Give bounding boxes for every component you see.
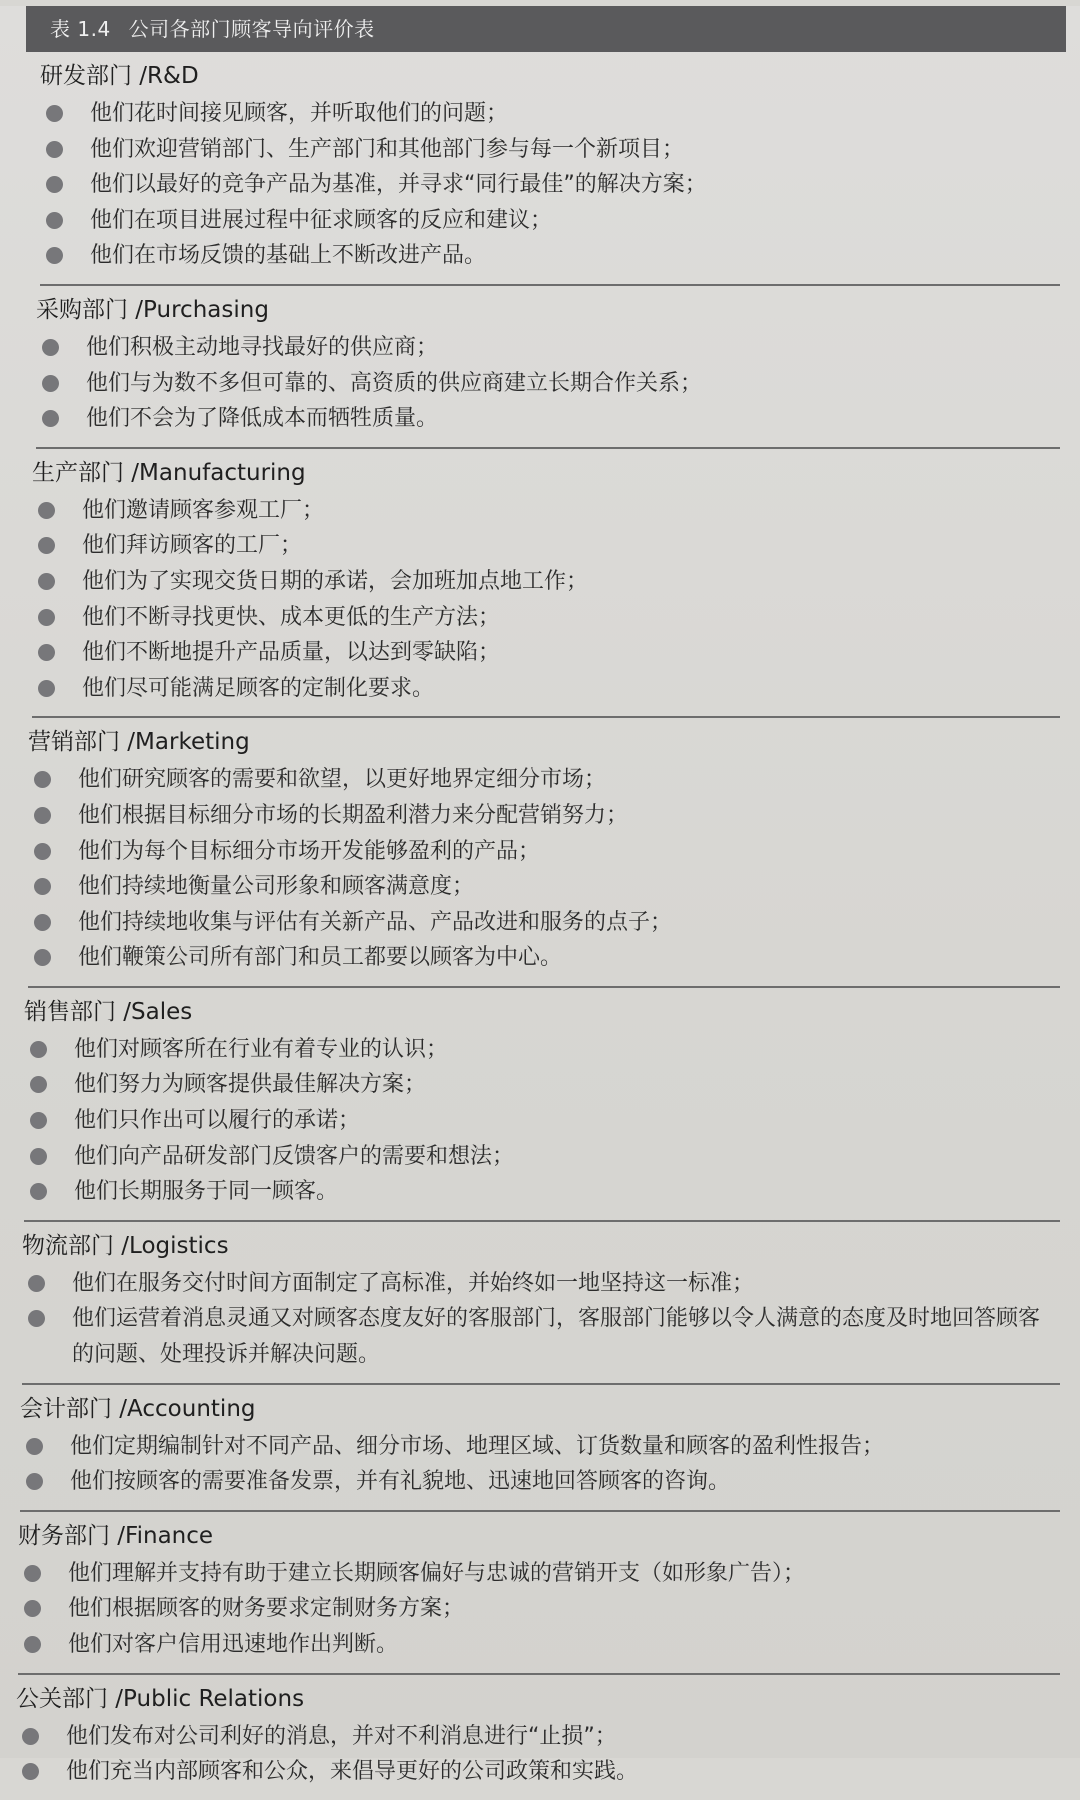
item-text: 他们长期服务于同一顾客。	[74, 1179, 339, 1205]
section-heading: 会计部门 /Accounting	[20, 1395, 256, 1422]
list-item	[18, 1556, 1060, 1592]
list-item	[40, 203, 1060, 239]
bullet-icon	[34, 771, 51, 788]
bullet-icon	[34, 878, 51, 895]
list-item	[40, 132, 1060, 168]
list-item	[28, 869, 1060, 905]
item-text: 他们理解并支持有助于建立长期顾客偏好与忠诚的营销开支（如形象广告）；	[68, 1560, 806, 1586]
list-item	[22, 1266, 1060, 1302]
item-text: 他们为了实现交货日期的承诺，会加班加点地工作；	[82, 568, 589, 594]
list-item	[18, 1591, 1060, 1627]
list-item	[36, 366, 1060, 402]
item-text: 他们以最好的竞争产品为基准，并寻求“同行最佳”的解决方案；	[90, 172, 707, 198]
item-text: 他们努力为顾客提供最佳解决方案；	[74, 1072, 427, 1098]
item-text: 他们对顾客所在行业有着专业的认识；	[74, 1036, 449, 1062]
item-text: 他们欢迎营销部门、生产部门和其他部门参与每一个新项目；	[90, 136, 685, 162]
bullet-icon	[46, 105, 63, 122]
section-public-relations	[16, 1675, 1060, 1800]
bullet-icon	[46, 176, 63, 193]
section-heading: 营销部门 /Marketing	[28, 729, 250, 756]
item-list	[32, 493, 1060, 707]
bullet-icon	[22, 1728, 39, 1745]
bullet-icon	[38, 644, 55, 661]
item-text: 他们持续地收集与评估有关新产品、产品改进和服务的点子；	[78, 909, 673, 935]
item-list	[24, 1032, 1060, 1210]
item-text: 他们与为数不多但可靠的、高资质的供应商建立长期合作关系；	[86, 370, 703, 396]
item-text: 他们运营着消息灵通又对顾客态度友好的客服部门，客服部门能够以令人满意的态度及时地回答顾客的问题、处理投诉并解决问题。	[72, 1306, 1041, 1368]
bullet-icon	[34, 949, 51, 966]
item-list	[28, 762, 1060, 976]
bullet-icon	[28, 1275, 45, 1292]
item-text: 他们按顾客的需要准备发票，并有礼貌地、迅速地回答顾客的咨询。	[70, 1469, 731, 1495]
section-finance	[18, 1512, 1060, 1675]
bullet-icon	[30, 1148, 47, 1165]
list-item	[40, 96, 1060, 132]
list-item	[36, 330, 1060, 366]
bullet-icon	[28, 1310, 45, 1327]
list-item	[40, 167, 1060, 203]
section-accounting	[20, 1385, 1060, 1512]
bullet-icon	[38, 573, 55, 590]
list-item	[22, 1301, 1060, 1372]
list-item	[32, 635, 1060, 671]
bullet-icon	[26, 1438, 43, 1455]
bullet-icon	[38, 680, 55, 697]
list-item	[24, 1174, 1060, 1210]
list-item	[32, 493, 1060, 529]
document-page	[0, 6, 1080, 1785]
bullet-icon	[24, 1565, 41, 1582]
table-number: 表 1.4	[50, 17, 111, 41]
section-rd	[40, 52, 1060, 286]
bullet-icon	[46, 141, 63, 158]
section-purchasing	[36, 286, 1060, 449]
item-text: 他们不断寻找更快、成本更低的生产方法；	[82, 604, 501, 630]
list-item	[18, 1627, 1060, 1663]
bullet-icon	[24, 1600, 41, 1617]
item-text: 他们鞭策公司所有部门和员工都要以顾客为中心。	[78, 945, 563, 971]
item-text: 他们不会为了降低成本而牺牲质量。	[86, 406, 439, 432]
item-text: 他们对客户信用迅速地作出判断。	[68, 1632, 399, 1657]
item-text: 他们在项目进展过程中征求顾客的反应和建议；	[90, 207, 553, 233]
list-item	[36, 401, 1060, 437]
section-sales	[24, 988, 1060, 1222]
table-title-bar	[26, 6, 1066, 52]
bullet-icon	[22, 1763, 39, 1780]
item-text: 他们拜访顾客的工厂；	[82, 533, 303, 559]
section-heading: 公关部门 /Public Relations	[16, 1685, 305, 1712]
list-item	[28, 762, 1060, 798]
bullet-icon	[34, 914, 51, 931]
section-marketing	[28, 718, 1060, 988]
section-heading: 研发部门 /R&D	[40, 63, 199, 89]
item-text: 他们根据目标细分市场的长期盈利潜力来分配营销努力；	[78, 802, 629, 828]
list-item	[28, 905, 1060, 941]
item-text: 他们研究顾客的需要和欲望，以更好地界定细分市场；	[78, 767, 607, 793]
bullet-icon	[30, 1112, 47, 1129]
item-text: 他们不断地提升产品质量，以达到零缺陷；	[82, 640, 501, 666]
list-item	[24, 1032, 1060, 1068]
item-text: 他们只作出可以履行的承诺；	[74, 1108, 361, 1134]
list-item	[16, 1754, 1060, 1790]
item-text: 他们在服务交付时间方面制定了高标准，并始终如一地坚持这一标准；	[72, 1270, 755, 1296]
bullet-icon	[30, 1076, 47, 1093]
item-text: 他们根据顾客的财务要求定制财务方案；	[68, 1596, 465, 1622]
bullet-icon	[38, 537, 55, 554]
bullet-icon	[26, 1473, 43, 1490]
item-text: 他们发布对公司利好的消息，并对不利消息进行“止损”；	[66, 1723, 617, 1749]
section-logistics	[22, 1222, 1060, 1385]
list-item	[16, 1719, 1060, 1755]
section-heading: 生产部门 /Manufacturing	[32, 459, 306, 486]
bullet-icon	[42, 410, 59, 427]
item-text: 他们花时间接见顾客，并听取他们的问题；	[90, 101, 509, 126]
section-heading: 物流部门 /Logistics	[22, 1232, 229, 1259]
bullet-icon	[42, 339, 59, 356]
bullet-icon	[46, 247, 63, 264]
item-list	[22, 1266, 1060, 1373]
item-list	[16, 1719, 1060, 1790]
list-item	[32, 600, 1060, 636]
item-list	[18, 1556, 1060, 1663]
bullet-icon	[38, 502, 55, 519]
table-title: 公司各部门顾客导向评价表	[128, 17, 375, 41]
item-list	[36, 330, 1060, 437]
list-item	[28, 834, 1060, 870]
list-item	[32, 564, 1060, 600]
item-text: 他们充当内部顾客和公众，来倡导更好的公司政策和实践。	[66, 1759, 639, 1785]
list-item	[40, 238, 1060, 274]
bullet-icon	[34, 843, 51, 860]
list-item	[32, 528, 1060, 564]
list-item	[20, 1464, 1060, 1500]
bullet-icon	[42, 375, 59, 392]
item-text: 他们为每个目标细分市场开发能够盈利的产品；	[78, 838, 541, 864]
bullet-icon	[38, 609, 55, 626]
item-list	[20, 1429, 1060, 1500]
item-text: 他们定期编制针对不同产品、细分市场、地理区域、订货数量和顾客的盈利性报告；	[70, 1433, 885, 1459]
item-text: 他们向产品研发部门反馈客户的需要和想法；	[74, 1143, 515, 1169]
list-item	[20, 1429, 1060, 1465]
list-item	[24, 1103, 1060, 1139]
item-text: 他们积极主动地寻找最好的供应商；	[86, 334, 439, 360]
item-text: 他们邀请顾客参观工厂；	[82, 497, 325, 523]
bullet-icon	[30, 1183, 47, 1200]
section-manufacturing	[32, 449, 1060, 719]
section-heading: 财务部门 /Finance	[18, 1522, 214, 1549]
list-item	[24, 1067, 1060, 1103]
item-list	[40, 96, 1060, 274]
item-text: 他们尽可能满足顾客的定制化要求。	[82, 675, 435, 701]
section-heading: 采购部门 /Purchasing	[36, 296, 269, 323]
list-item	[32, 671, 1060, 707]
section-heading: 销售部门 /Sales	[24, 998, 193, 1025]
bullet-icon	[30, 1041, 47, 1058]
bullet-icon	[34, 807, 51, 824]
list-item	[24, 1139, 1060, 1175]
bullet-icon	[46, 212, 63, 229]
list-item	[28, 798, 1060, 834]
item-text: 他们在市场反馈的基础上不断改进产品。	[90, 243, 487, 269]
list-item	[28, 940, 1060, 976]
item-text: 他们持续地衡量公司形象和顾客满意度；	[78, 874, 475, 900]
bullet-icon	[24, 1636, 41, 1653]
